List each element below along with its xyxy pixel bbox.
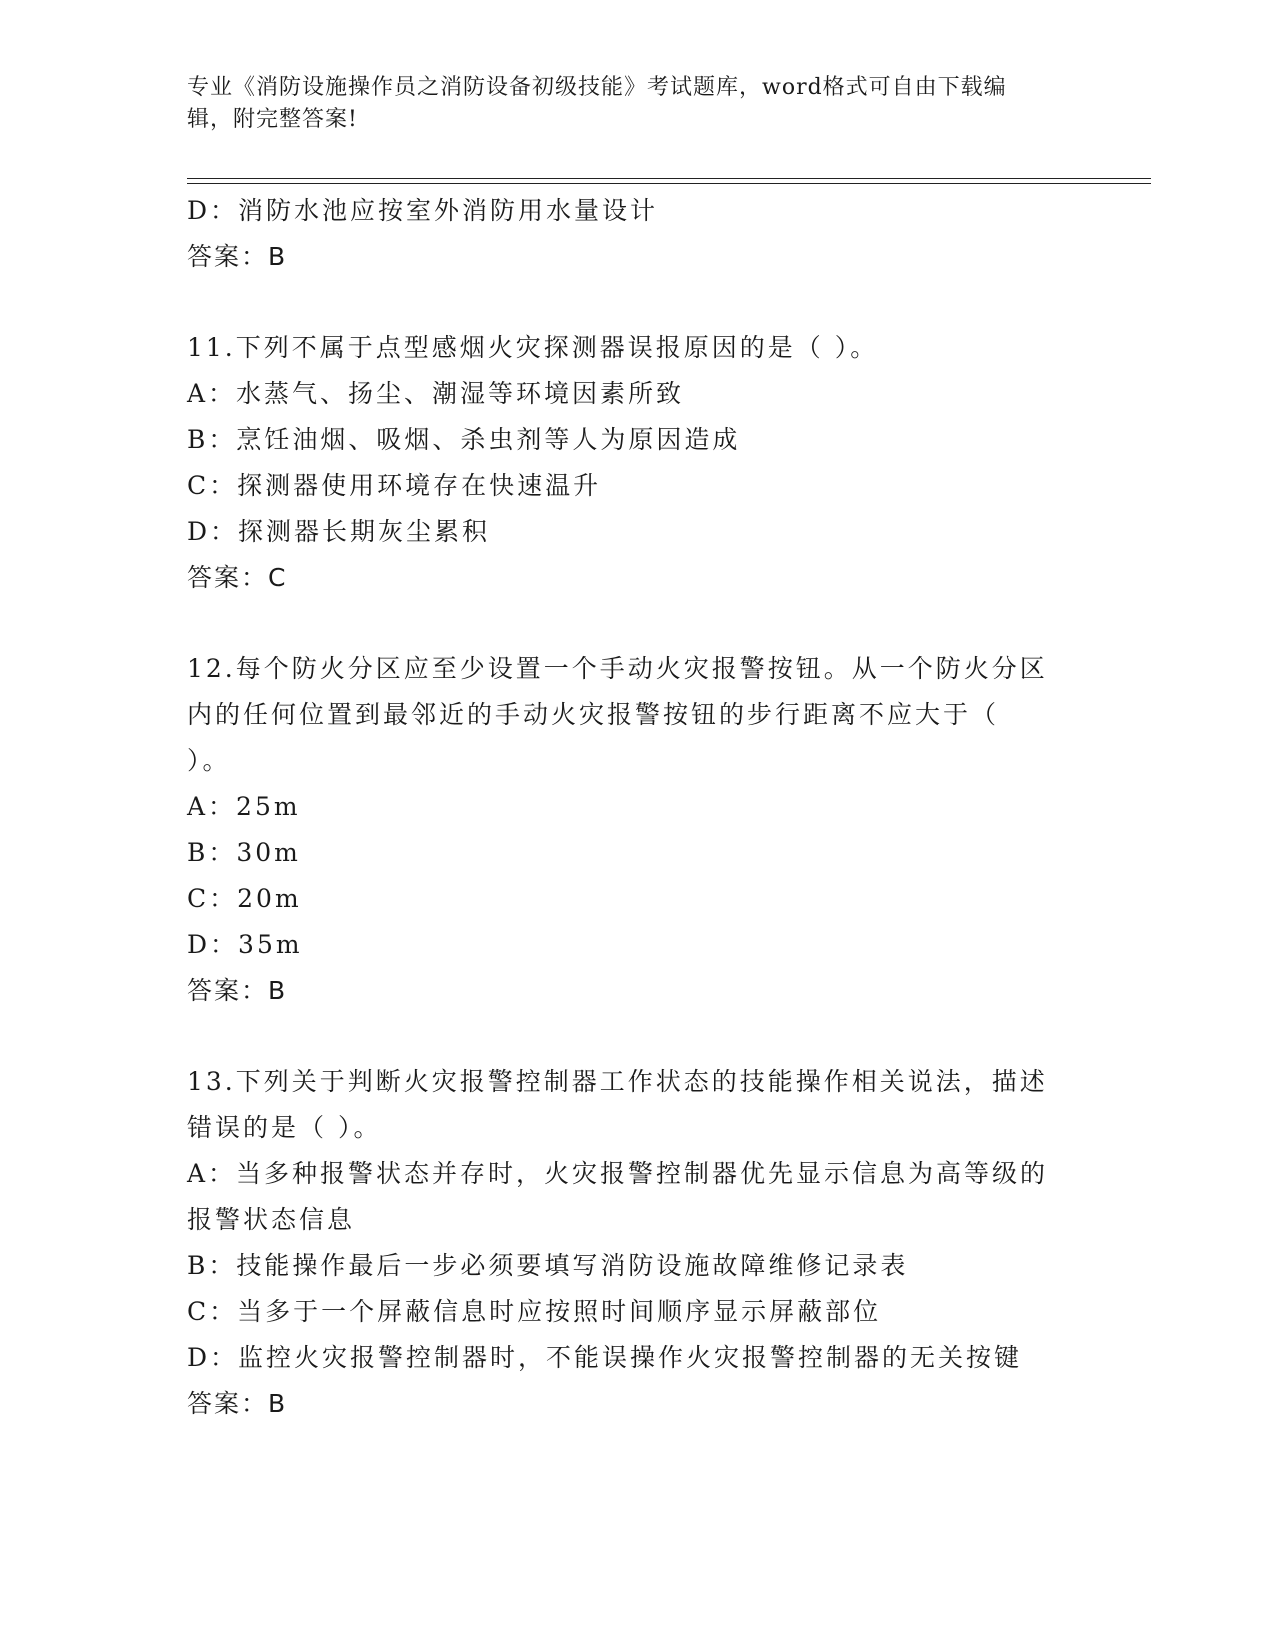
document-header [187,72,1067,136]
option-a: A：25m [187,792,301,821]
question-text-line: ）。 [187,746,231,775]
question-text-line: 错误的是（ ）。 [187,1113,382,1142]
spacer [187,601,1067,646]
answer-line: 答案：B [187,976,288,1005]
prev-answer: 答案：B [187,242,288,271]
option-a-continued: 报警状态信息 [187,1205,356,1234]
option-b: B：烹饪油烟、吸烟、杀虫剂等人为原因造成 [187,425,741,454]
option-b: B：30m [187,838,301,867]
option-a: A：当多种报警状态并存时，火灾报警控制器优先显示信息为高等级的 [187,1159,1049,1188]
question-block-13 [187,1059,1067,1427]
question-text-line: 内的任何位置到最邻近的手动火灾报警按钮的步行距离不应大于（ [187,700,1000,729]
answer-line: 答案：C [187,563,288,592]
spacer [187,280,1067,325]
option-c: C：探测器使用环境存在快速温升 [187,471,602,500]
question-text-line: 12.每个防火分区应至少设置一个手动火灾报警按钮。从一个防火分区 [187,654,1048,683]
header-line-2: 辑，附完整答案! [187,107,358,132]
question-text-line: 13.下列关于判断火灾报警控制器工作状态的技能操作相关说法，描述 [187,1067,1048,1096]
header-divider-bottom [187,183,1151,184]
option-c: C：当多于一个屏蔽信息时应按照时间顺序显示屏蔽部位 [187,1297,882,1326]
option-b: B：技能操作最后一步必须要填写消防设施故障维修记录表 [187,1251,909,1280]
question-block-12 [187,646,1067,1014]
document-body [187,188,1067,1427]
question-block-11 [187,325,1067,601]
prev-option-d: D：消防水池应按室外消防用水量设计 [187,196,659,225]
option-c: C：20m [187,884,302,913]
answer-line: 答案：B [187,1389,288,1418]
option-a: A：水蒸气、扬尘、潮湿等环境因素所致 [187,379,685,408]
spacer [187,1014,1067,1059]
header-divider-top [187,178,1151,179]
option-d: D：监控火灾报警控制器时，不能误操作火灾报警控制器的无关按键 [187,1343,1023,1372]
header-line-1: 专业《消防设施操作员之消防设备初级技能》考试题库，word格式可自由下载编 [187,75,1007,100]
option-d: D：35m [187,930,303,959]
question-text-line: 11.下列不属于点型感烟火灾探测器误报原因的是（ ）。 [187,333,879,362]
option-d: D：探测器长期灰尘累积 [187,517,491,546]
